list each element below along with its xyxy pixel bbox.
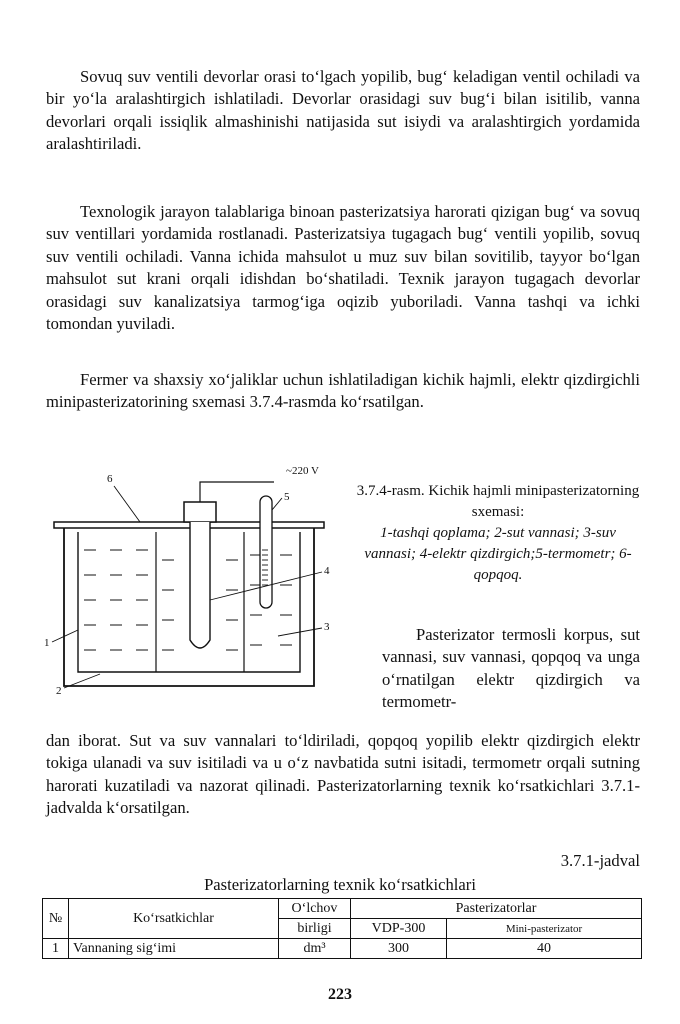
cell-num: 1: [43, 939, 69, 959]
thermometer: [260, 496, 272, 608]
table-row: [43, 939, 642, 959]
lid-shape: [54, 522, 324, 528]
caption-legend: 1-tashqi qoplama; 2-sut vannasi; 3-suv vannasi; 4-elektr qizdirgich;5-termometr; 6-qopqoq.: [364, 525, 632, 583]
caption-title: 3.7.4-rasm. Kichik hajmli minipasterizatorning sxemasi:: [356, 483, 640, 520]
diagram-svg: [44, 460, 344, 720]
label-6: 6: [107, 473, 113, 485]
label-2: 2: [56, 685, 62, 697]
label-3: 3: [324, 621, 330, 633]
header-col1: VDP-300: [351, 919, 447, 939]
paragraph-2: Texnologik jarayon talablariga binoan pasterizatsiya harorati qizigan bug‘ va sovuq suv ventillari yordamida rostlanadi. Pasterizatsiya tugagach bug‘ ventili yopilib, sovuq suv ventili ochiladi. Vanna ichida mahsulot u muz suv bilan sovitilib, tayyor bo‘lgan mahsulot sut krani orqali idishdan bo‘shatiladi. Texnik jarayon tugagach devorlar orasidagi suv kanalizatsiya tarmog‘iga oqizib yuboriladi. Vanna tashqi va ichki tomondan yuviladi.: [46, 202, 640, 334]
paragraph-4-right: Pasterizator termosli korpus, sut vannasi, suv vannasi, qopqoq va unga o‘rnatilgan elektr qizdirgich va termometr-: [382, 625, 640, 712]
page-number: 223: [328, 986, 352, 1003]
label-5: 5: [284, 491, 290, 503]
paragraph-3: Fermer va shaxsiy xo‘jaliklar uchun ishlatiladigan kichik hajmli, elektr qizdirgichli minipasterizatorining sxemasi 3.7.4-rasmda ko‘rsatilgan.: [46, 370, 640, 412]
paragraph-4-continued: dan iborat. Sut va suv vannalari to‘ldiriladi, qopqoq yopilib elektr qizdirgich elektr tokiga ulanadi va suv isitiladi va u o‘z navbatida sutni isitadi, termometr orqali sutning harorati kuzatiladi va nazorat qilinadi. Pasterizatorlarning texnik ko‘rsatkichlari 3.7.1-jadvalda k‘orsatilgan.: [46, 731, 640, 818]
specs-table: [42, 898, 642, 959]
cell-v1: 300: [351, 939, 447, 959]
figure-caption: [354, 481, 642, 586]
label-4: 4: [324, 565, 330, 577]
cell-indicator: Vannaning sig‘imi: [69, 939, 279, 959]
cell-v2: 40: [447, 939, 642, 959]
paragraph-1: Sovuq suv ventili devorlar orasi to‘lgach yopilib, bug‘ keladigan ventil ochiladi va bir yo‘la aralashtirgich ishlatiladi. Devorlar orasidagi suv bug‘i bilan isitilib, vanna devorlari orqali issiqlik almashinishi natijasida sut isiydi va aralashtirgich yordamida aralashtiriladi.: [46, 67, 640, 154]
table-title: Pasterizatorlarning texnik ko‘rsatkichlari: [204, 875, 476, 894]
header-indicator: Ko‘rsatkichlar: [69, 899, 279, 939]
header-num: №: [43, 899, 69, 939]
header-unit-line2: birligi: [279, 919, 351, 939]
voltage-label: ~220 V: [286, 465, 319, 477]
header-unit-line1: O‘lchov: [279, 899, 351, 919]
label-1: 1: [44, 637, 50, 649]
header-group: Pasterizatorlar: [351, 899, 642, 919]
table-number: 3.7.1-jadval: [560, 851, 640, 870]
minipasteurizer-diagram: [44, 460, 344, 720]
electric-heater: [190, 522, 210, 648]
header-col2: Mini-pasterizator: [447, 919, 642, 939]
outer-casing: [64, 528, 314, 686]
table-header-row: [43, 899, 642, 919]
heater-head: [184, 502, 216, 522]
cell-unit: dm³: [279, 939, 351, 959]
